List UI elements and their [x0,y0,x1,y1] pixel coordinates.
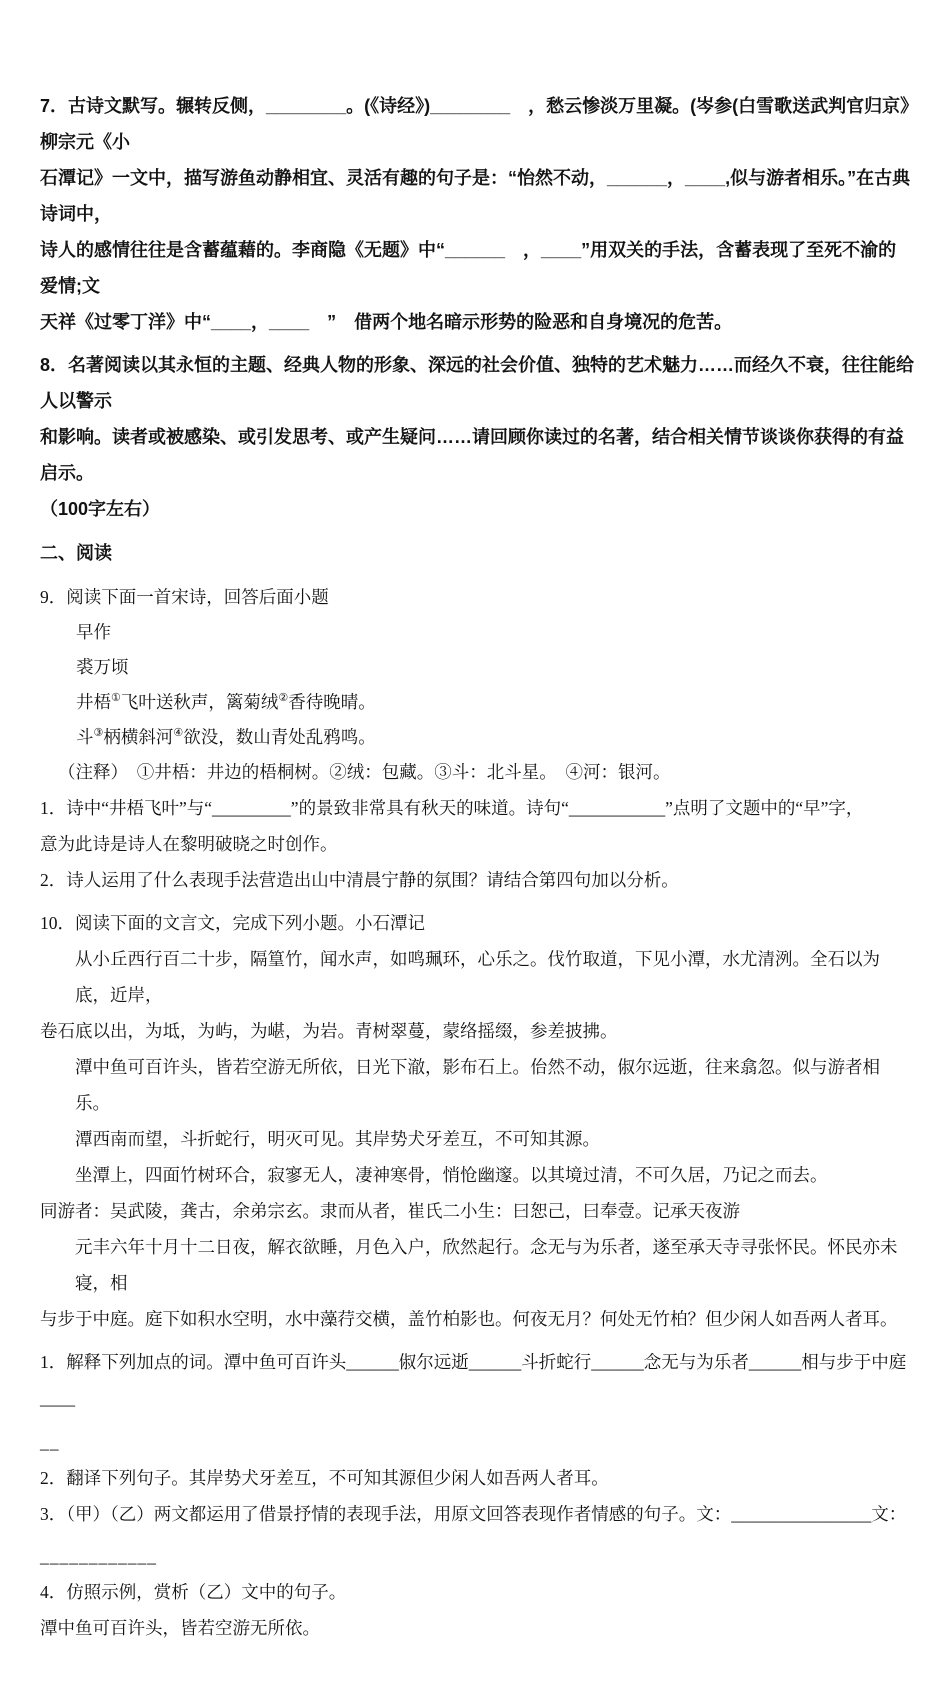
q10-intro: 10．阅读下面的文言文，完成下列小题。小石潭记 [40,913,425,933]
q8-line-1: 8．名著阅读以其永恒的主题、经典人物的形象、深远的社会价值、独特的艺术魅力……而经久不衰，往往能给人以警示 [40,355,915,411]
section-2-reading [40,534,914,572]
poem-author: 裘万顷 [76,657,129,677]
passage-line-5: 坐潭上，四面竹树环合，寂寥无人，凄神寒骨，悄怆幽邃。以其境过清，不可久居，乃记之而去。 [75,1165,828,1185]
poem-line-2-text-b: 柄横斜河 [103,727,174,747]
q9-sub1-line-2: 意为此诗是诗人在黎明破晓之时创作。 [40,834,338,854]
q9-sub1-line-1: 1．诗中“井梧飞叶”与“_________”的景致非常具有秋天的味道。诗句“___________”点明了文题中的“早”字， [40,798,864,818]
q10-sub2: 2．翻译下列句子。其岸势犬牙差互，不可知其源但少闲人如吾两人者耳。 [40,1468,609,1488]
passage-line-4: 潭西南而望，斗折蛇行，明灭可见。其岸势犬牙差互，不可知其源。 [75,1129,600,1149]
q10-sub4-example: 潭中鱼可百许头，皆若空游无所依。 [40,1618,320,1638]
q10-sub3-blank-continuation: ____________ [40,1546,157,1566]
passage-line-6: 同游者：吴武陵，龚古，余弟宗玄。隶而从者，崔氏二小生：曰恕己，曰奉壹。记承天夜游 [40,1201,740,1221]
poem-line-2-text-a: 斗 [76,727,94,747]
q8-line-2: 和影响。读者或被感染、或引发思考、或产生疑问……请回顾你读过的名著，结合相关情节谈谈你获得的有益启示。 [40,427,904,483]
note-ref-1: ① [111,692,121,705]
note-ref-3: ③ [93,727,104,740]
question-9 [40,579,914,898]
q7-line-1: 7．古诗文默写。辗转反侧，________。(《诗经》)________ ，愁云惨淡万里凝。(岑参(白雪歌送武判官归京》柳宗元《小 [40,96,910,152]
q10-sub3-line-1: 3．（甲）（乙）两文都运用了借景抒情的表现手法，用原文回答表现作者情感的句子。文：________________文： [40,1504,907,1524]
passage-xiaoshitan [40,941,914,1337]
poem-line-1-text-a: 井梧 [76,692,111,712]
poem-line-2 [40,720,914,755]
q10-sub4: 4．仿照示例，赏析（乙）文中的句子。 [40,1582,347,1602]
q7-line-3: 诗人的感情往往是含蓄蕴藉的。李商隐《无题》中“______ ，____”用双关的手法，含蓄表现了至死不渝的爱情;文 [40,240,897,296]
question-7 [40,88,914,340]
passage-line-1: 从小丘西行百二十步，隔篁竹，闻水声，如鸣珮环，心乐之。伐竹取道，下见小潭，水尤清洌。全石以为底，近岸， [75,949,880,1005]
poem-line-1 [40,685,914,720]
q10-sub1-blank-continuation: __ [40,1432,60,1452]
q8-word-limit: （100字左右） [40,499,161,519]
q9-sub2: 2．诗人运用了什么表现手法营造出山中清晨宁静的氛围？请结合第四句加以分析。 [40,870,679,890]
poem-title: 早作 [76,622,111,642]
poem-line-2-text-c: 欲没，数山青处乱鸦鸣。 [183,727,376,747]
poem-notes: （注释） ①井梧：井边的梧桐树。②绒：包藏。③斗：北斗星。 ④河：银河。 [58,762,671,782]
question-10-subquestions [40,1344,914,1646]
q9-intro: 9．阅读下面一首宋诗，回答后面小题 [40,587,329,607]
note-ref-4: ④ [173,727,184,740]
passage-line-3: 潭中鱼可百许头，皆若空游无所依，日光下澈，影布石上。佁然不动，俶尔远逝，往来翕忽。似与游者相乐。 [75,1057,880,1113]
q10-sub1-line-1: 1．解释下列加点的词。潭中鱼可百许头______俶尔远逝______斗折蛇行______念无与为乐者______相与步于中庭____ [40,1352,907,1408]
q7-line-4: 天祥《过零丁洋》中“____，____ ” 借两个地名暗示形势的险恶和自身境况的危苦。 [40,312,733,332]
passage-line-2: 卷石底以出，为坻，为屿，为嵁，为岩。青树翠蔓，蒙络摇缀，参差披拂。 [40,1021,618,1041]
question-10 [40,905,914,1337]
passage-line-8: 与步于中庭。庭下如积水空明，水中藻荇交横，盖竹柏影也。何夜无月？何处无竹柏？但少闲人如吾两人者耳。 [40,1309,898,1329]
poem-line-1-text-b: 飞叶送秋声，篱菊绒 [120,692,279,712]
q7-line-2: 石潭记》一文中，描写游鱼动静相宜、灵活有趣的句子是：“怡然不动，______，____,似与游者相乐。”在古典诗词中， [40,168,911,224]
note-ref-2: ② [278,692,289,705]
passage-line-7: 元丰六年十月十二日夜，解衣欲睡，月色入户，欣然起行。念无与为乐者，遂至承天寺寻张怀民。怀民亦未寝，相 [75,1237,898,1293]
question-8 [40,347,914,527]
poem-line-1-text-c: 香待晚晴。 [288,692,376,712]
poem-block [40,615,914,790]
section-heading: 二、阅读 [40,543,112,563]
